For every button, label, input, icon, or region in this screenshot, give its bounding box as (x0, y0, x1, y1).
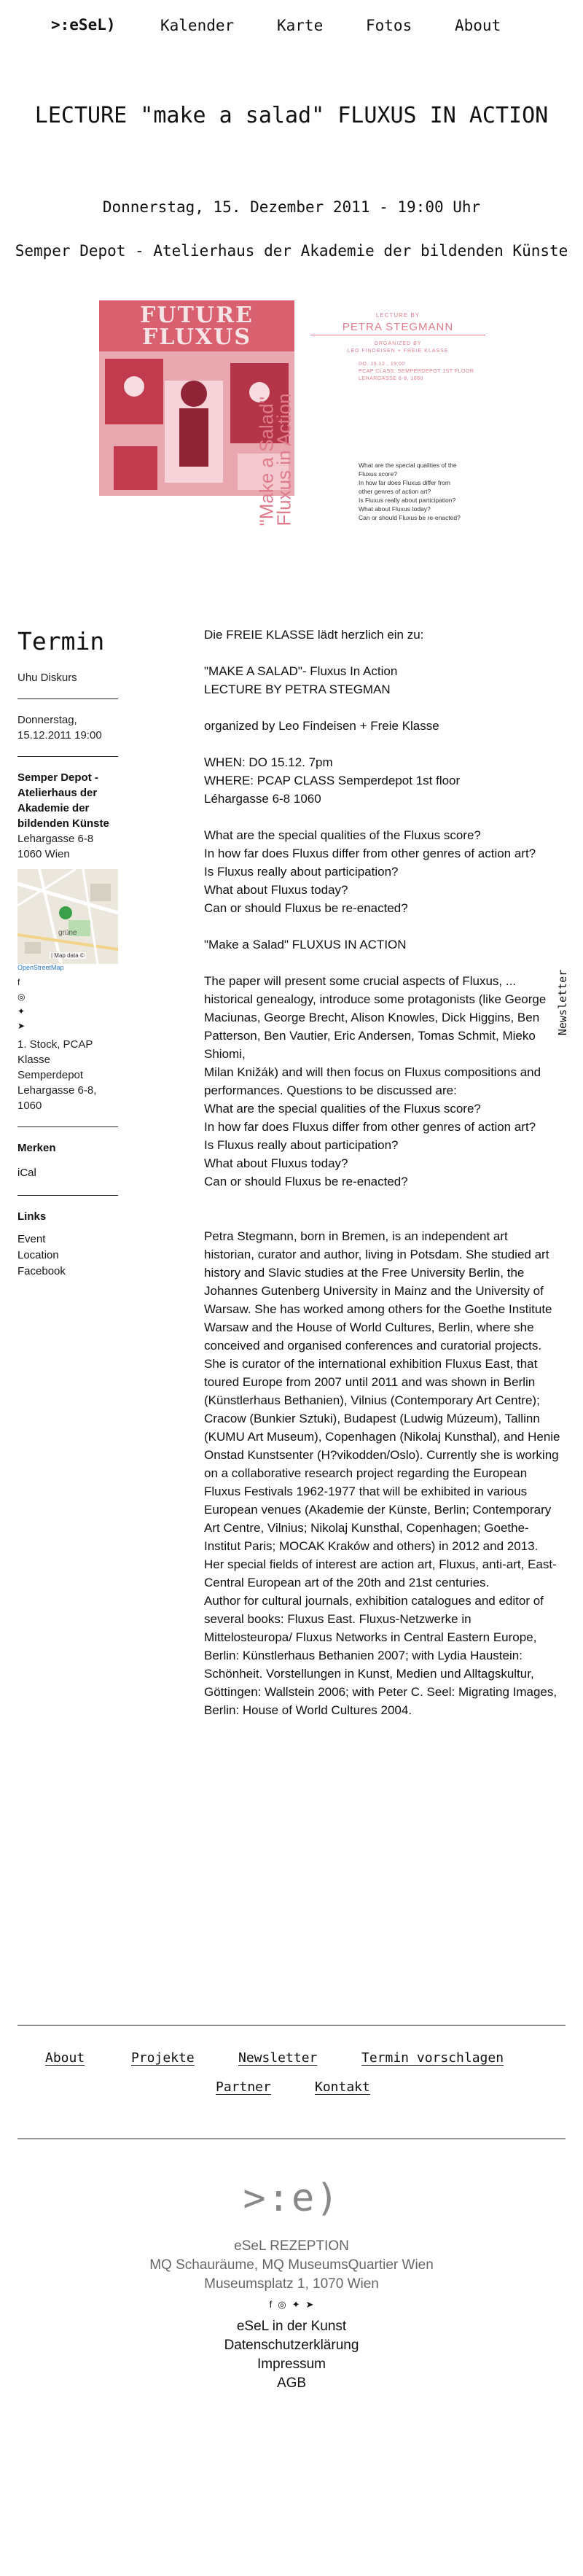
footer-divider (17, 2025, 566, 2026)
organized-by: organized by Leo Findeisen + Freie Klasse (204, 719, 439, 733)
event-datetime: Donnerstag, 15. Dezember 2011 - 19:00 Uhr (102, 198, 481, 216)
event-category[interactable]: Uhu Diskurs (17, 672, 77, 684)
subtitle: "Make a Salad" FLUXUS IN ACTION (204, 938, 407, 952)
divider (17, 756, 118, 757)
footer-link-datenschutz[interactable]: Datenschutzerklärung (224, 2338, 359, 2353)
location-line: Lehargasse 6-8, (17, 1084, 97, 1097)
location-line: 1. Stock, PCAP (17, 1038, 93, 1051)
twitter-icon[interactable]: ✦ (292, 2299, 300, 2310)
termin-heading: Termin (17, 627, 105, 655)
poster-vertical-title: "Make a Salad" (255, 397, 278, 526)
event-date-line1: Donnerstag, (17, 714, 77, 726)
poster-organized-by: ORGANIZED BY (374, 341, 422, 346)
event-title: LECTURE "make a salad" FLUXUS IN ACTION (34, 103, 549, 128)
merken-heading: Merken (17, 1142, 56, 1154)
footer-logo[interactable]: >:e) (243, 2176, 340, 2220)
lecture-block: "MAKE A SALAD"- Fluxus In Action LECTURE BY PETRA STEGMAN (204, 664, 398, 696)
location-line: Klasse (17, 1054, 51, 1066)
poster-organizers: LEO FINDEISEN + FREIE KLASSE (347, 349, 449, 354)
poster-photo-title: FUTURE FLUXUS (140, 303, 254, 350)
link-event[interactable]: Event (17, 1233, 46, 1245)
ical-link[interactable]: iCal (17, 1167, 36, 1179)
newsletter-tab[interactable]: Newsletter (556, 969, 569, 1036)
when-where: WHEN: DO 15.12. 7pm WHERE: PCAP CLASS Semperdepot 1st floor Léhargasse 6-8 1060 (204, 755, 461, 806)
footer-address-line1: MQ Schauräume, MQ MuseumsQuartier Wien (149, 2257, 434, 2273)
venue-address-line1: Lehargasse 6-8 (17, 833, 94, 845)
speaker-bio: Petra Stegmann, born in Bremen, is an independent art historian, curator and author, living in Potsdam. She studied art history and Slavic studies at the Free University Berlin, the Johannes Gutenberg University in Mainz and the University of Warsaw. She has worked among others for the Goethe Institute Warsaw and the House of World Cultures, Berlin, where she conceived and organised conferences and curatorial projects. She is curator of the international exhibition Fluxus East, that toured Europe from 2007 until 2011 and was shown in Berlin (Künstlerhaus Bethanien), Vilnius (Contemporary Art Centre); Cracow (Bunkier Sztuki), Budapest (Ludwig Múzeum), Tallinn (KUMU Art Museum), Copenhagen (Nikolaj Kunsthal), and Henie Onstad Kunstsenter (H?vikodden/Oslo). Currently she is working on a collaborative research project regarding the European Fluxus Festivals 1962-1977 that will be exhibited in various European venues (Akademie der Künste, Berlin; Contemporary Art Centre, Vilnius; Nikolaj Kunsthal, Copenhagen; Goethe-Institut Paris; MOCAK Kraków and others) in 2012 and 2013. Her special fields of interest are action art, Fluxus, anti-art, East-Central European art of the 20th and 21st centuries. (204, 1229, 560, 1589)
speaker-bio-publications: Author for cultural journals, exhibition catalogues and editor of several books: Fluxus East. Fluxus-Netzwerke in Mittelosteuropa/ Fluxus Networks in Central Eastern Europe, Berlin: Künstlerhaus Bethanien 2007; with Lydia Haustein: Schönheit. Vorstellungen in Kunst, Medien und Alltagskultur, Göttingen: Wallstein 2006; with Peter C. Seel: Migrating Images, Berlin: House of World Cultures 2004. (204, 1594, 557, 1717)
event-sidebar (17, 627, 121, 1280)
nav-link-kalender[interactable]: Kalender (160, 17, 235, 34)
footer-link-newsletter[interactable]: Newsletter (238, 2050, 318, 2066)
poster-questions: What are the special qualities of the Fluxus score? In how far does Fluxus differ from other genres of action art? Is Fluxus really about participation? What about Fluxus today? Can or should Fluxus be re-enacted? (359, 462, 461, 521)
location-line: Semperdepot (17, 1069, 84, 1081)
intro-text: Die FREIE KLASSE lädt herzlich ein zu: (204, 628, 424, 642)
footer-link-agb[interactable]: AGB (276, 2375, 307, 2391)
instagram-icon[interactable]: ◎ (278, 2299, 286, 2310)
link-facebook[interactable]: Facebook (17, 1265, 66, 1277)
site-logo[interactable]: >:eSeL) (51, 16, 116, 34)
share-icons (17, 977, 121, 1031)
telegram-icon[interactable]: ➤ (305, 2299, 314, 2310)
twitter-icon[interactable]: ✦ (17, 1006, 26, 1016)
location-line: 1060 (17, 1100, 42, 1112)
event-description (204, 626, 561, 1719)
poster-vertical-subtitle: Fluxus in Action (273, 393, 295, 526)
poster-info: DO. 15.12., 19:00 PCAP CLASS, SEMPERDEPOT 1ST FLOOR LEHARGASSE 6-8, 1060 (359, 362, 474, 381)
map-credit: | Map data © (51, 952, 85, 959)
footer-link-kontakt[interactable]: Kontakt (315, 2079, 370, 2095)
footer-social-icons (0, 2299, 583, 2311)
divider (17, 1195, 118, 1196)
venue-name[interactable]: Semper Depot - Atelierhaus der Akademie der bildenden Künste (17, 771, 109, 830)
venue-address-line2: 1060 Wien (17, 848, 70, 860)
nav-link-karte[interactable]: Karte (277, 17, 324, 34)
top-navigation (0, 0, 583, 52)
map-marker-label: grüne (58, 929, 77, 937)
nav-link-fotos[interactable]: Fotos (366, 17, 412, 34)
links-heading: Links (17, 1210, 47, 1223)
paper-description: The paper will present some crucial aspects of Fluxus, ... historical genealogy, introduce some protagonists (like George Maciunas, George Brecht, Alison Knowles, Dick Higgins, Ben Patterson, Ben Vautier, Eric Andersen, Tomas Schmit, Mieko Shiomi, Milan Knižák) and will then focus on Fluxus compositions and performances. Questions to be discussed are: What are the special qualities of the Fluxus score? In how far does Fluxus differ from other genres of action art? Is Fluxus really about participation? What about Fluxus today? Can or should Fluxus be re-enacted? (204, 974, 547, 1188)
footer-address-line2: Museumsplatz 1, 1070 Wien (204, 2276, 379, 2292)
telegram-icon[interactable]: ➤ (17, 1021, 26, 1031)
questions-list: What are the special qualities of the Fluxus score? In how far does Fluxus differ from other genres of action art? Is Fluxus really about participation? What about Fluxus today? Can or should Fluxus be re-enacted? (204, 828, 536, 915)
instagram-icon[interactable]: ◎ (17, 992, 26, 1002)
link-location[interactable]: Location (17, 1249, 59, 1261)
footer-link-esel-in-der-kunst[interactable]: eSeL in der Kunst (236, 2319, 347, 2334)
poster-speaker: PETRA STEGMANN (310, 321, 485, 335)
footer-link-termin-vorschlagen[interactable]: Termin vorschlagen (361, 2050, 504, 2066)
poster-lecture-by: LECTURE BY (375, 312, 420, 319)
facebook-icon[interactable]: f (269, 2299, 273, 2310)
location-map[interactable] (17, 869, 118, 964)
facebook-icon[interactable]: f (17, 977, 20, 987)
nav-link-about[interactable]: About (455, 17, 501, 34)
map-credit-link[interactable]: OpenStreetMap (17, 964, 64, 971)
footer-link-partner[interactable]: Partner (216, 2079, 271, 2095)
event-date-line2: 15.12.2011 19:00 (17, 729, 102, 742)
footer-link-impressum[interactable]: Impressum (257, 2357, 326, 2372)
footer-org-name: eSeL REZEPTION (234, 2238, 349, 2254)
footer-link-projekte[interactable]: Projekte (131, 2050, 195, 2066)
divider (17, 1126, 118, 1127)
event-venue: Semper Depot - Atelierhaus der Akademie der bildenden Künste (15, 242, 568, 260)
footer-link-about[interactable]: About (45, 2050, 85, 2066)
event-poster (99, 292, 536, 532)
